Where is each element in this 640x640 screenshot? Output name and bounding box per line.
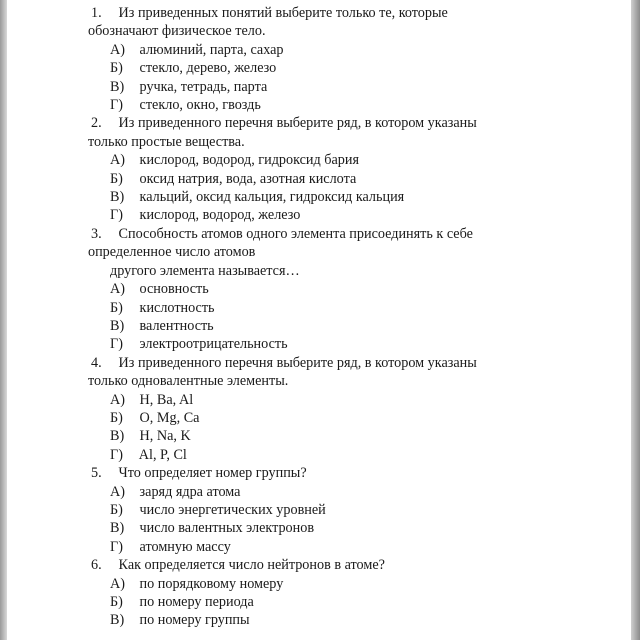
question-text-line: Из приведенного перечня выберите ряд, в котором указаны <box>118 115 477 132</box>
answer-option: В) число валентных электронов <box>110 520 315 537</box>
question-number: 5. <box>91 465 102 482</box>
question-number: 4. <box>91 354 102 371</box>
question-text-line: только простые вещества. <box>88 133 245 150</box>
question-text-line: только одновалентные элементы. <box>88 373 289 390</box>
question-2 <box>88 114 528 224</box>
question-4 <box>88 354 528 464</box>
question-text-line: Способность атомов одного элемента присоединять к себе <box>118 225 473 242</box>
test-page <box>88 4 528 630</box>
question-6 <box>88 556 528 630</box>
question-3 <box>88 225 528 354</box>
answer-option: Б) число энергетических уровней <box>110 501 326 518</box>
answer-option: Б) по номеру периода <box>110 594 254 610</box>
answer-option: Б) O, Mg, Ca <box>110 409 200 426</box>
question-number: 6. <box>91 557 102 574</box>
answer-option: Г) электроотрицательность <box>110 336 288 353</box>
answer-option: Г) атомную массу <box>110 538 231 555</box>
question-number: 3. <box>91 225 102 242</box>
answer-option: Г) кислород, водород, железо <box>110 207 301 224</box>
answer-option: В) по номеру группы <box>110 612 250 629</box>
question-text-line: другого элемента называется… <box>110 262 300 279</box>
answer-option: Б) кислотность <box>110 299 215 316</box>
question-text-line: Из приведенных понятий выберите только те, которые <box>118 5 448 21</box>
answer-option: Г) Al, P, Cl <box>110 446 187 463</box>
question-5 <box>88 464 528 556</box>
answer-option: А) по порядковому номеру <box>110 575 284 592</box>
question-text-line: определенное число атомов <box>88 244 256 261</box>
answer-option: В) валентность <box>110 317 214 334</box>
answer-option: Б) оксид натрия, вода, азотная кислота <box>110 170 357 187</box>
question-1 <box>88 4 528 114</box>
answer-option: А) основность <box>110 281 209 298</box>
answer-option: Б) стекло, дерево, железо <box>110 60 277 77</box>
photo-left-shadow <box>0 0 7 640</box>
answer-option: В) кальций, оксид кальция, гидроксид кальция <box>110 189 405 206</box>
question-text-line: Что определяет номер группы? <box>118 465 307 482</box>
question-number: 2. <box>91 115 102 132</box>
answer-option: А) H, Ba, Al <box>110 391 194 408</box>
question-text-line: обозначают физическое тело. <box>88 23 266 40</box>
answer-option: Г) стекло, окно, гвоздь <box>110 97 261 114</box>
answer-option: А) алюминий, парта, сахар <box>110 41 284 58</box>
answer-option: В) H, Na, K <box>110 428 191 445</box>
question-text-line: Из приведенного перечня выберите ряд, в котором указаны <box>118 354 477 371</box>
answer-option: А) кислород, водород, гидроксид бария <box>110 152 360 169</box>
question-text-line: Как определяется число нейтронов в атоме? <box>118 557 385 574</box>
photo-right-shadow <box>631 0 640 640</box>
question-number: 1. <box>91 5 102 21</box>
answer-option: В) ручка, тетрадь, парта <box>110 78 268 95</box>
answer-option: А) заряд ядра атома <box>110 483 241 500</box>
